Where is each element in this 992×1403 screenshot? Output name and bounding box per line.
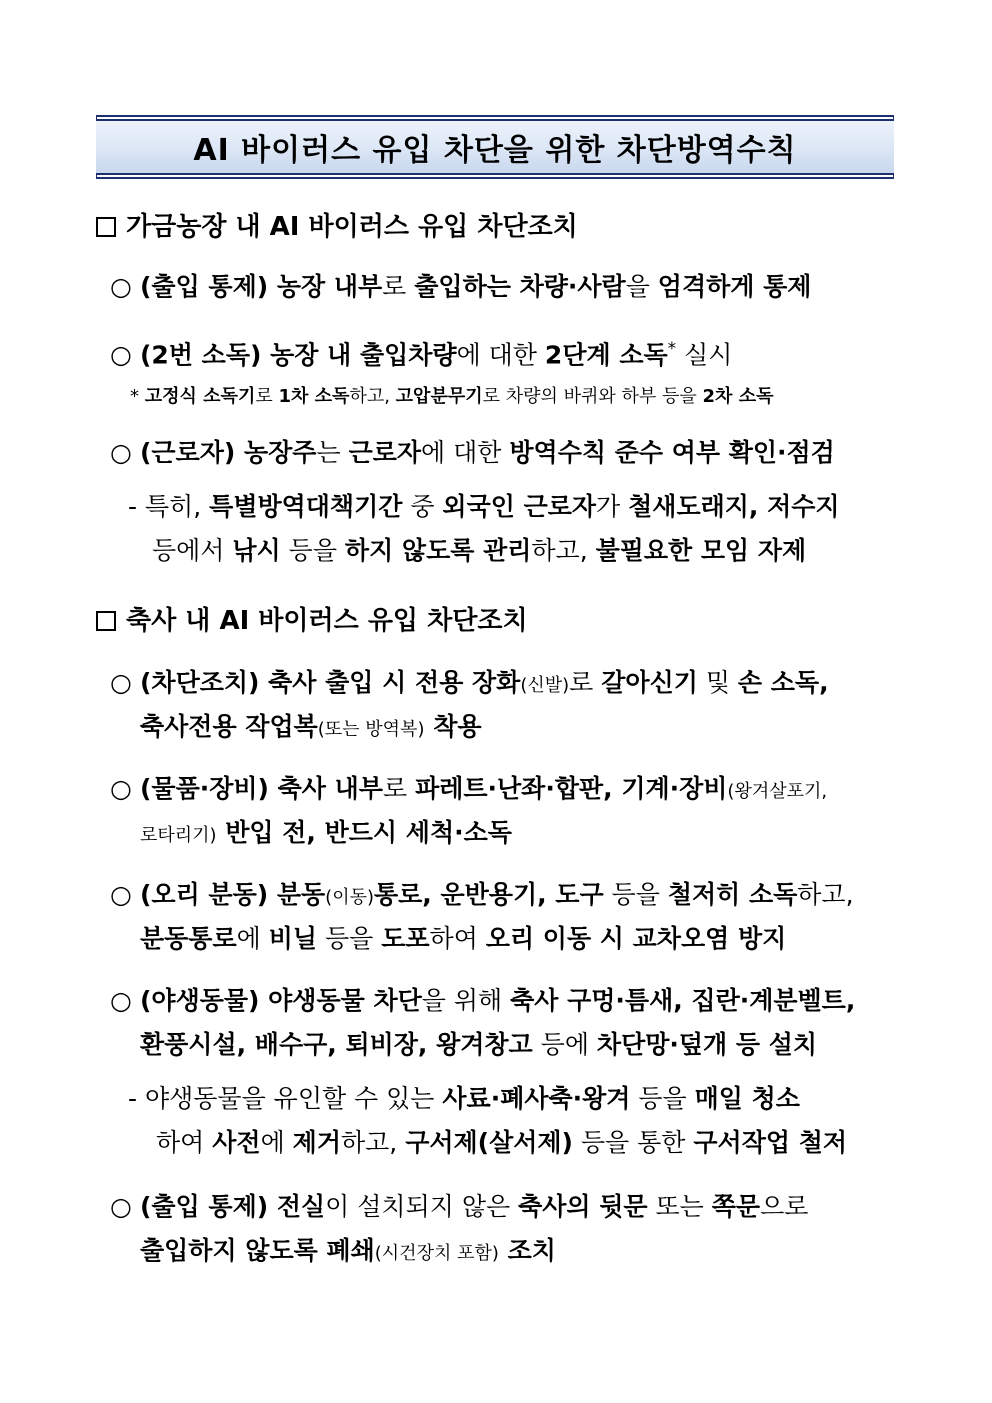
list-item: ○ (야생동물) 야생동물 차단을 위해 축사 구멍·틈새, 집란·계분벨트, bbox=[110, 984, 855, 1018]
list-item-continued: 분동통로에 비닐 등을 도포하여 오리 이동 시 교차오염 방지 bbox=[140, 924, 787, 953]
sub-item: - 특히, 특별방역대책기간 중 외국인 근로자가 철새도래지, 저수지 bbox=[128, 492, 840, 521]
section-heading-barn: 축사 내 AI 바이러스 유입 차단조치 bbox=[96, 604, 528, 638]
footnote: * 고정식 소독기로 1차 소독하고, 고압분무기로 차량의 바퀴와 하부 등을 2차 소독 bbox=[130, 386, 774, 407]
checkbox-square-icon bbox=[96, 611, 116, 631]
list-item-continued: 로타리기) 반입 전, 반드시 세척·소독 bbox=[140, 818, 512, 847]
sub-item: - 야생동물을 유인할 수 있는 사료·폐사축·왕겨 등을 매일 청소 bbox=[128, 1084, 800, 1113]
circle-bullet-icon: ○ bbox=[110, 774, 132, 803]
list-item: ○ (출입 통제) 농장 내부로 출입하는 차량·사람을 엄격하게 통제 bbox=[110, 270, 811, 304]
page-title: AI 바이러스 유입 차단을 위한 차단방역수칙 bbox=[193, 133, 797, 168]
list-item: ○ (물품·장비) 축사 내부로 파레트·난좌·합판, 기계·장비(왕겨살포기, bbox=[110, 772, 827, 809]
list-item: ○ (출입 통제) 전실이 설치되지 않은 축사의 뒷문 또는 쪽문으로 bbox=[110, 1190, 808, 1224]
checkbox-square-icon bbox=[96, 217, 116, 237]
sub-item-continued: 등에서 낚시 등을 하지 않도록 관리하고, 불필요한 모임 자제 bbox=[152, 536, 807, 565]
title-banner bbox=[96, 119, 894, 175]
sub-item-continued: 하여 사전에 제거하고, 구서제(살서제) 등을 통한 구서작업 철저 bbox=[156, 1128, 848, 1157]
list-item: ○ (2번 소독) 농장 내 출입차량에 대한 2단계 소독* 실시 bbox=[110, 332, 732, 372]
list-item: ○ (차단조치) 축사 출입 시 전용 장화(신발)로 갈아신기 및 손 소독, bbox=[110, 666, 829, 703]
circle-bullet-icon: ○ bbox=[110, 438, 132, 467]
list-item: ○ (오리 분동) 분동(이동)통로, 운반용기, 도구 등을 철저히 소독하고, bbox=[110, 878, 854, 915]
circle-bullet-icon: ○ bbox=[110, 668, 132, 697]
circle-bullet-icon: ○ bbox=[110, 1192, 132, 1221]
section-heading-farm: 가금농장 내 AI 바이러스 유입 차단조치 bbox=[96, 210, 578, 244]
circle-bullet-icon: ○ bbox=[110, 880, 132, 909]
list-item-continued: 환풍시설, 배수구, 퇴비장, 왕겨창고 등에 차단망·덮개 등 설치 bbox=[140, 1030, 818, 1059]
circle-bullet-icon: ○ bbox=[110, 986, 132, 1015]
list-item-continued: 축사전용 작업복(또는 방역복) 착용 bbox=[140, 712, 482, 741]
circle-bullet-icon: ○ bbox=[110, 272, 132, 301]
list-item-continued: 출입하지 않도록 폐쇄(시건장치 포함) 조치 bbox=[140, 1236, 556, 1265]
circle-bullet-icon: ○ bbox=[110, 340, 132, 370]
list-item: ○ (근로자) 농장주는 근로자에 대한 방역수칙 준수 여부 확인·점검 bbox=[110, 436, 835, 470]
